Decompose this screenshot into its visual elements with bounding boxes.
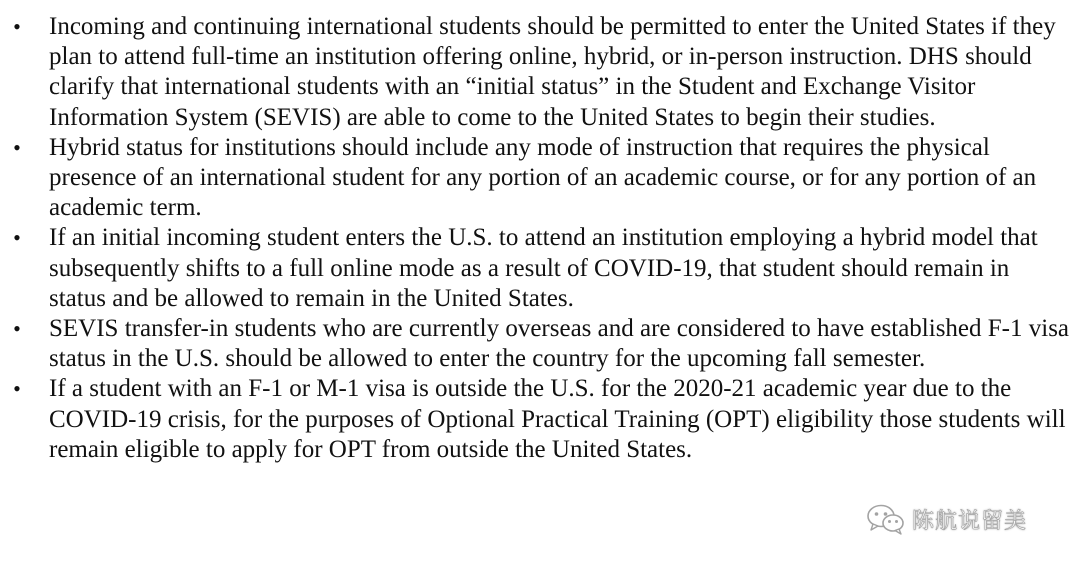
- watermark-text: 陈航说留美: [912, 508, 1028, 534]
- list-item: [0, 133, 1080, 224]
- list-item: [0, 12, 1080, 133]
- list-item: [0, 223, 1080, 314]
- bullet-icon: •: [13, 376, 21, 402]
- watermark: [866, 503, 1027, 535]
- list-item-text: Hybrid status for institutions should include any mode of instruction that requires the physical presence of an international student for any portion of an academic course, or for any portion of an academic term.: [49, 133, 1037, 222]
- list-item: [0, 314, 1080, 374]
- wechat-logo-icon: [866, 503, 906, 535]
- bullet-icon: •: [13, 134, 21, 160]
- bullet-icon: •: [13, 316, 21, 342]
- list-item-text: Incoming and continuing international students should be permitted to enter the United States if they plan to attend full-time an institution offering online, hybrid, or in-person instruction. DHS should clarify that international students with an “initial status” in the Student and Exchange Visitor Information System (SEVIS) are able to come to the United States to begin their studies.: [49, 13, 1056, 131]
- bullet-icon: •: [13, 225, 21, 251]
- bullet-list: [0, 12, 1080, 465]
- list-item-text: SEVIS transfer-in students who are currently overseas and are considered to have established F-1 visa status in the U.S. should be allowed to enter the country for the upcoming fall semester.: [49, 315, 1070, 373]
- list-item-text: If a student with an F-1 or M-1 visa is outside the U.S. for the 2020-21 academic year due to the COVID-19 crisis, for the purposes of Optional Practical Training (OPT) eligibility those students will remain eligible to apply for OPT from outside the United States.: [49, 375, 1066, 463]
- document-body: [0, 12, 1080, 465]
- list-item-text: If an initial incoming student enters the U.S. to attend an institution employing a hybrid model that subsequently shifts to a full online mode as a result of COVID-19, that student should remain in status and be allowed to remain in the United States.: [49, 224, 1038, 312]
- bullet-icon: •: [13, 14, 21, 39]
- list-item: [0, 374, 1080, 465]
